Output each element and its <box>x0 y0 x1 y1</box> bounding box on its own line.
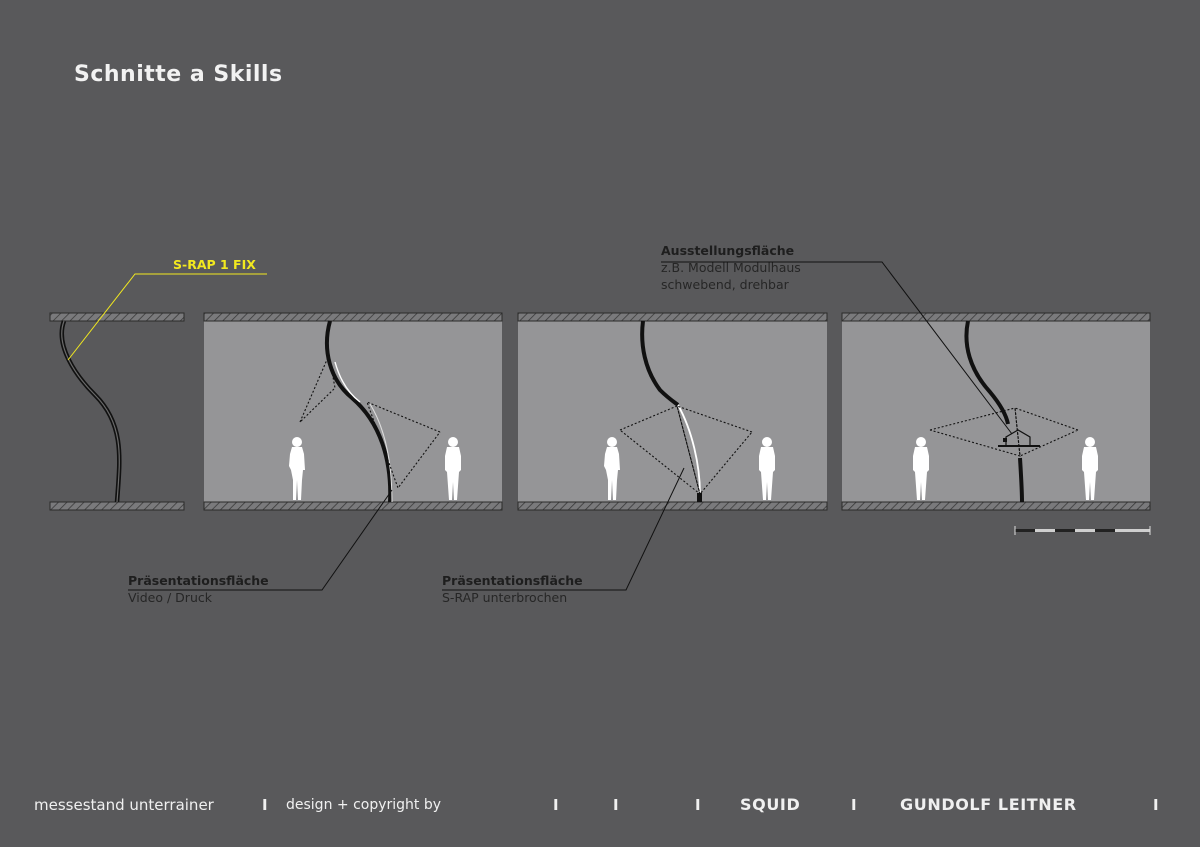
floor-slab <box>50 502 184 510</box>
ceiling-slab <box>842 313 1150 321</box>
scale-bar <box>1015 526 1150 535</box>
floor-slab <box>204 502 502 510</box>
ceiling-slab <box>50 313 184 321</box>
srap-element-lower <box>1020 458 1022 502</box>
floor-slab <box>842 502 1150 510</box>
footer-separator: I <box>851 796 857 814</box>
ceiling-slab <box>204 313 502 321</box>
footer-separator: I <box>553 796 559 814</box>
label-presentation-heading: Präsentationsfläche <box>442 573 583 588</box>
footer-separator: I <box>695 796 701 814</box>
ceiling-slab <box>518 313 827 321</box>
section-video-druck <box>128 313 502 605</box>
label-presentation-sub: Video / Druck <box>128 590 212 605</box>
label-presentation-heading: Präsentationsfläche <box>128 573 269 588</box>
footer-separator: I <box>262 796 268 814</box>
label-exhibition-line2: schwebend, drehbar <box>661 277 789 292</box>
footer-project: messestand unterrainer <box>34 796 214 814</box>
room-panel <box>842 321 1150 502</box>
footer-credit: design + copyright by <box>286 797 442 813</box>
label-exhibition-line1: z.B. Modell Modulhaus <box>661 260 801 275</box>
label-presentation-sub: S-RAP unterbrochen <box>442 590 568 605</box>
footer-brand-leitner: GUNDOLF LEITNER <box>900 795 1077 814</box>
label-exhibition-heading: Ausstellungsfläche <box>661 243 795 258</box>
srap-element <box>62 321 120 502</box>
footer <box>0 792 1200 822</box>
floor-slab <box>518 502 827 510</box>
footer-separator: I <box>613 796 619 814</box>
page-title: Schnitte a Skills <box>74 62 283 87</box>
footer-separator: I <box>1153 796 1159 814</box>
label-srap-fix: S-RAP 1 FIX <box>173 257 256 272</box>
footer-brand-squid: SQUID <box>740 795 801 814</box>
room-panel <box>518 321 827 502</box>
